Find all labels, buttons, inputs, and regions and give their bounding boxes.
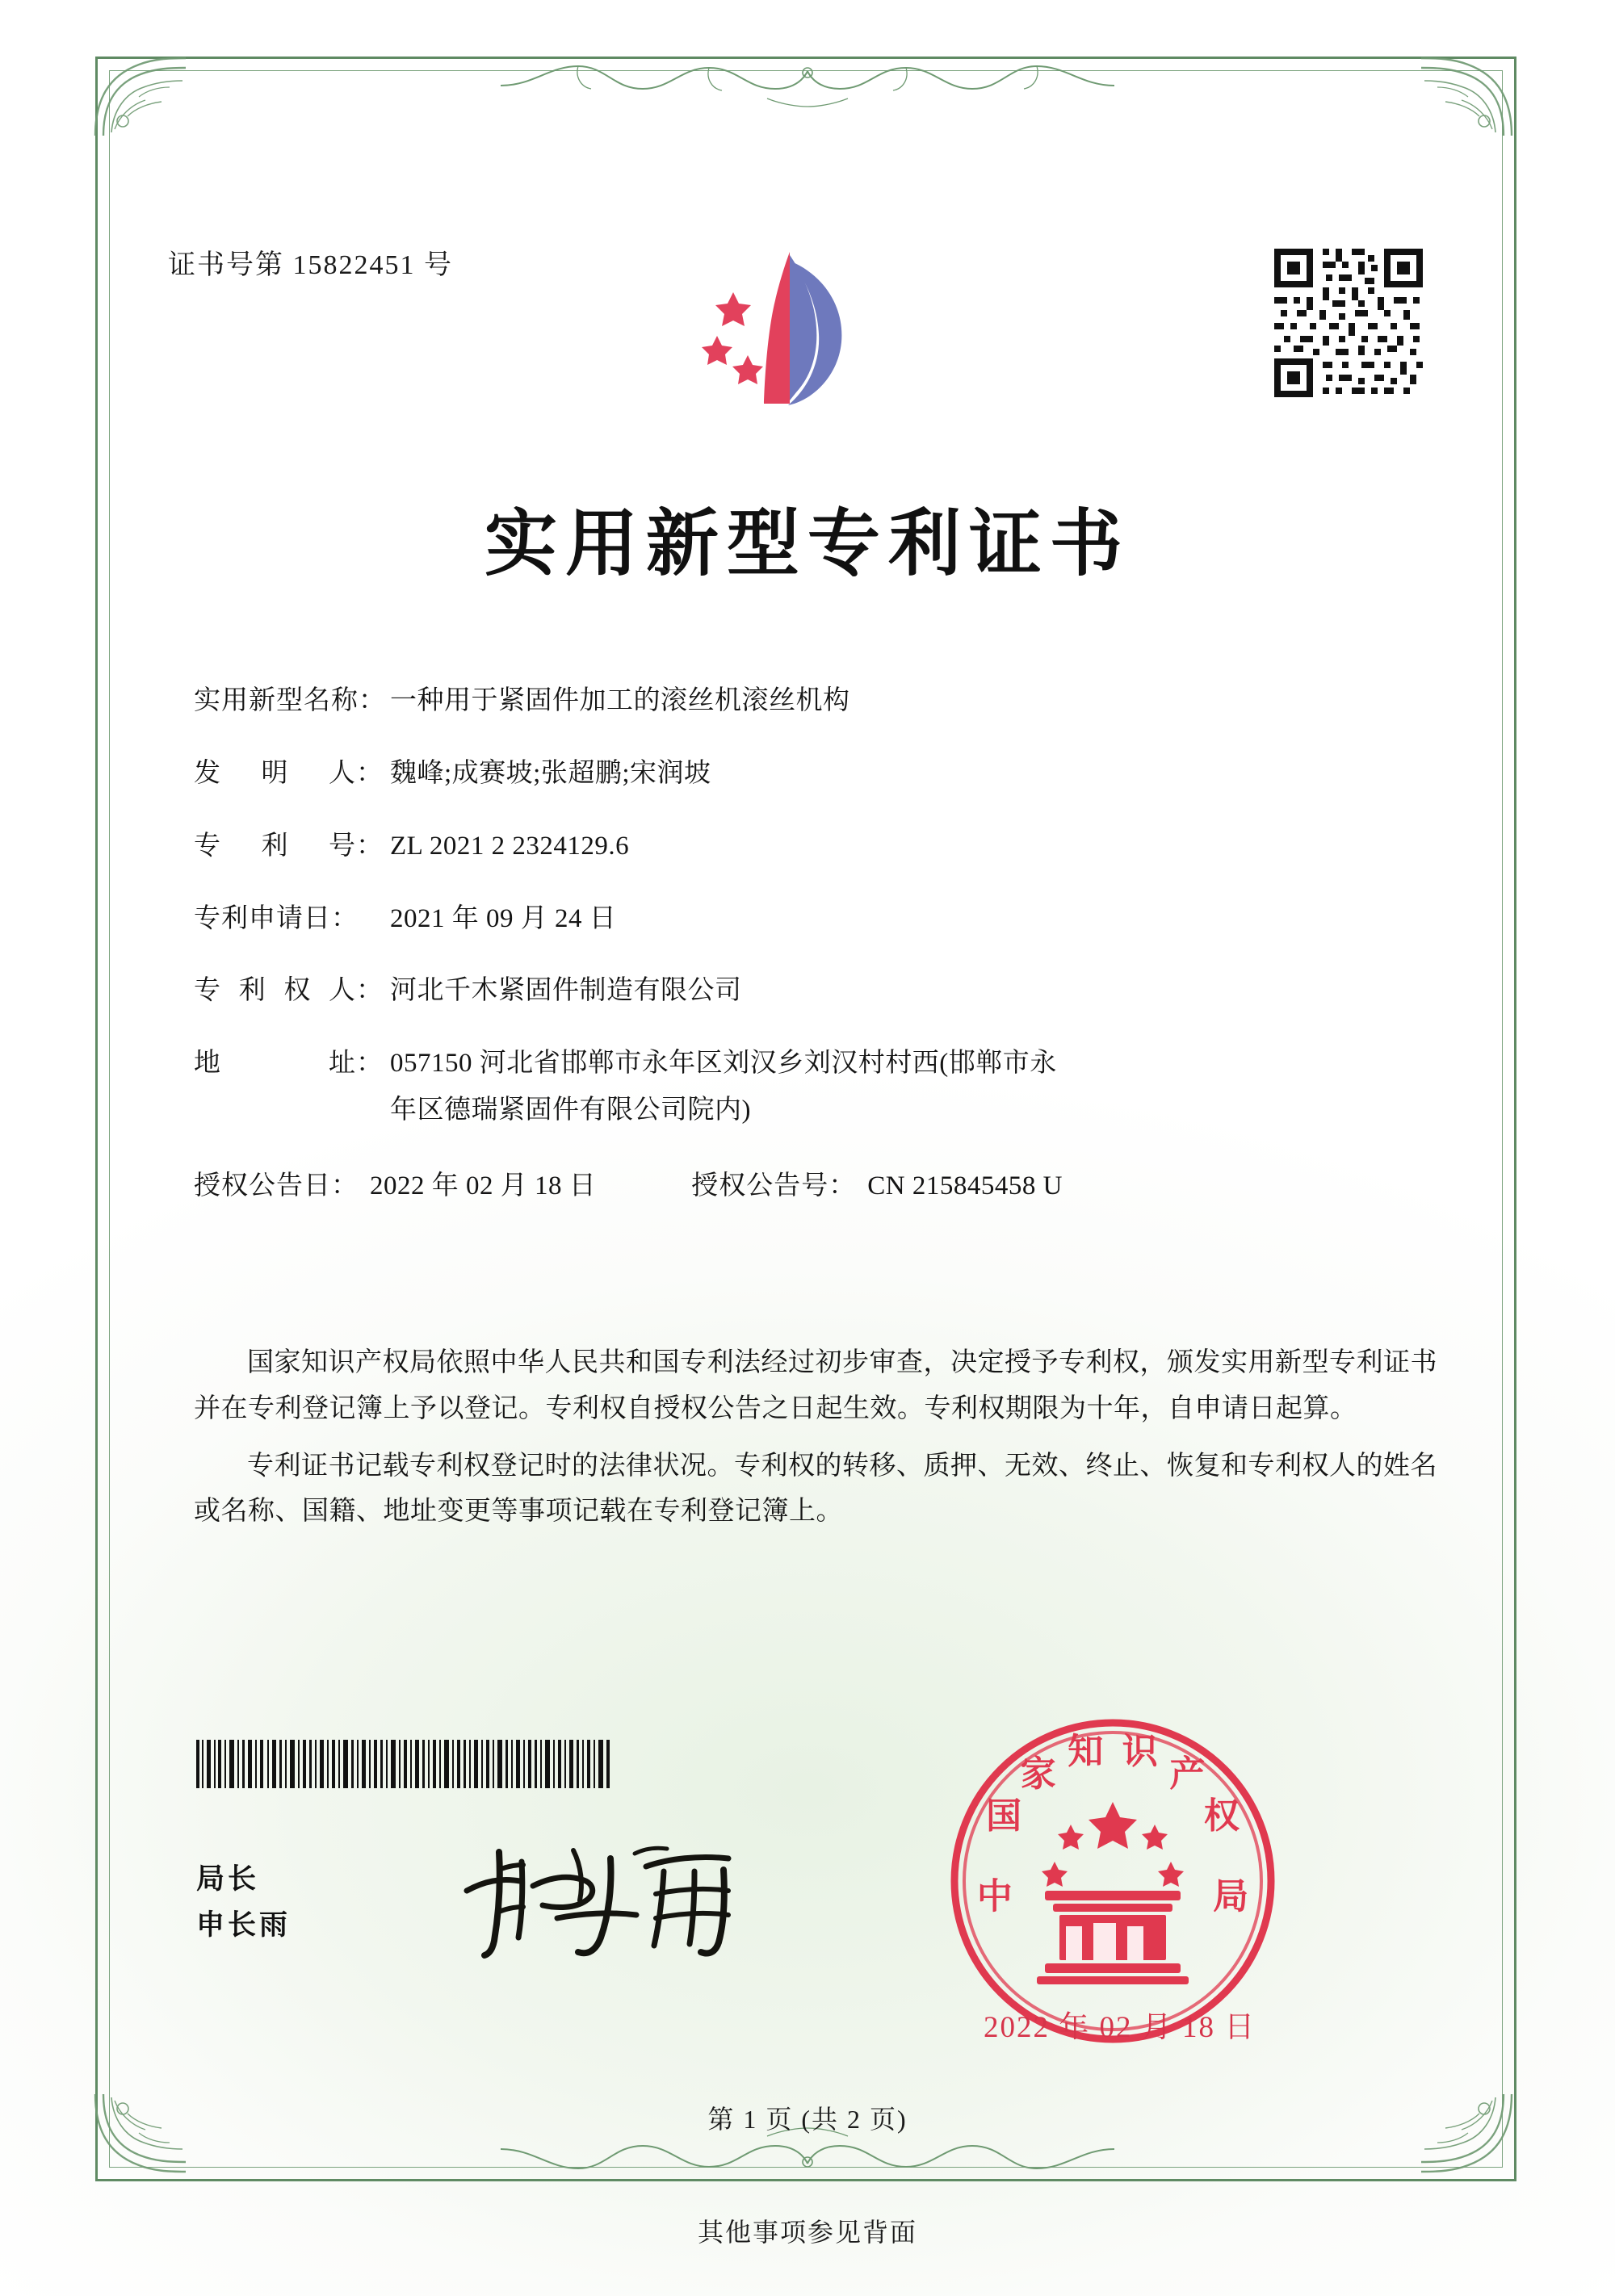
svg-text:产: 产 bbox=[1169, 1753, 1206, 1794]
label-char: 址： bbox=[329, 1049, 384, 1079]
corner-ornament-top-right bbox=[1412, 52, 1516, 140]
qr-code-icon bbox=[1268, 242, 1429, 404]
field-value: 2021 年 09 月 24 日 bbox=[390, 903, 617, 933]
svg-text:识: 识 bbox=[1122, 1731, 1158, 1771]
label-char: 明 bbox=[261, 758, 289, 788]
top-border-flourish bbox=[501, 48, 1114, 126]
publication-number-label: 授权公告号： bbox=[691, 1171, 857, 1200]
field-label bbox=[194, 972, 390, 1011]
publication-number-value: CN 215845458 U bbox=[867, 1171, 1063, 1200]
director-name-label: 申长雨 bbox=[196, 1908, 292, 1941]
svg-text:国: 国 bbox=[986, 1796, 1022, 1837]
field-application-date bbox=[194, 900, 1437, 939]
corner-ornament-top-left bbox=[90, 52, 195, 140]
svg-text:局: 局 bbox=[1213, 1876, 1249, 1917]
field-address bbox=[194, 1045, 1437, 1130]
svg-text:家: 家 bbox=[1020, 1753, 1056, 1794]
address-line-2: 年区德瑞紧固件有限公司院内) bbox=[390, 1096, 751, 1125]
svg-text:权: 权 bbox=[1203, 1796, 1240, 1837]
label-char: 权 bbox=[283, 976, 312, 1006]
field-label: 实用新型名称： bbox=[194, 686, 386, 715]
publication-date-value: 2022 年 02 月 18 日 bbox=[370, 1171, 597, 1200]
label-char: 利 bbox=[261, 831, 289, 861]
publication-date-label: 授权公告日： bbox=[194, 1171, 359, 1200]
field-inventors bbox=[194, 755, 1437, 794]
paragraph-2: 专利证书记载专利权登记时的法律状况。专利权的转移、质押、无效、终止、恢复和专利权人的姓名或名称、国籍、地址变更等事项记载在专利登记簿上。 bbox=[194, 1451, 1437, 1527]
field-invention-name bbox=[194, 682, 1437, 721]
field-value: 一种用于紧固件加工的滚丝机滚丝机构 bbox=[390, 686, 850, 715]
label-char: 号： bbox=[329, 831, 384, 861]
handwritten-signature-icon bbox=[452, 1834, 791, 1963]
label-char: 发 bbox=[194, 758, 221, 788]
label-char: 人： bbox=[328, 976, 384, 1006]
fields-list bbox=[194, 682, 1437, 1210]
field-value: 魏峰;成赛坡;张超鹏;宋润坡 bbox=[390, 758, 711, 788]
label-char: 专 bbox=[194, 831, 221, 861]
signature-block bbox=[196, 1857, 291, 1948]
field-label: 专利申请日： bbox=[194, 903, 359, 933]
label-char: 地 bbox=[194, 1049, 221, 1079]
publication-row bbox=[194, 1164, 1437, 1202]
address-line-1: 057150 河北省邯郸市永年区刘汉乡刘汉村村西(邯郸市永 bbox=[390, 1049, 1057, 1079]
label-char: 人： bbox=[329, 758, 384, 788]
field-label bbox=[194, 1045, 390, 1083]
field-patent-number bbox=[194, 827, 1437, 866]
page-title: 实用新型专利证书 bbox=[484, 505, 1130, 584]
field-label bbox=[194, 755, 390, 794]
official-red-seal-icon bbox=[943, 1712, 1282, 2051]
legal-text bbox=[194, 1340, 1437, 1546]
field-value: 河北千木紧固件制造有限公司 bbox=[390, 976, 742, 1006]
field-value: ZL 2021 2 2324129.6 bbox=[390, 831, 630, 861]
back-note: 其他事项参见背面 bbox=[697, 2218, 917, 2247]
barcode-icon bbox=[196, 1740, 610, 1788]
label-char: 利 bbox=[238, 976, 266, 1006]
label-char: 专 bbox=[194, 976, 221, 1006]
field-patentee bbox=[194, 972, 1437, 1011]
svg-text:中: 中 bbox=[976, 1876, 1013, 1917]
field-label bbox=[194, 827, 390, 866]
director-title-label: 局长 bbox=[196, 1863, 260, 1895]
field-value bbox=[390, 1045, 1437, 1130]
seal-date: 2022 年 02 月 18 日 bbox=[984, 2011, 1256, 2044]
certificate-number: 证书号第 15822451 号 bbox=[168, 250, 453, 280]
page-number: 第 1 页 (共 2 页) bbox=[707, 2105, 908, 2134]
svg-text:知: 知 bbox=[1068, 1731, 1104, 1771]
patent-office-emblem-icon bbox=[686, 242, 888, 432]
paragraph-1: 国家知识产权局依照中华人民共和国专利法经过初步审查，决定授予专利权，颁发实用新型专利证书并在专利登记簿上予以登记。专利权自授权公告之日起生效。专利权期限为十年，自申请日起算。 bbox=[194, 1348, 1437, 1423]
